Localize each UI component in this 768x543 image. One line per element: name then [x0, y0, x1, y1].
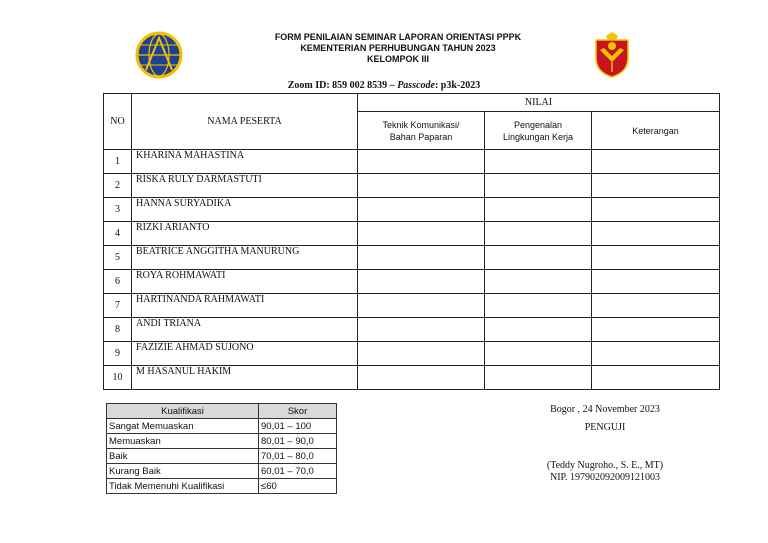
note-cell[interactable]: [592, 342, 720, 366]
qualification-label: Baik: [107, 449, 259, 464]
score-cell[interactable]: [485, 222, 592, 246]
participant-name: RIZKI ARIANTO: [132, 222, 358, 246]
row-number: 4: [104, 222, 132, 246]
row-number: 3: [104, 198, 132, 222]
note-cell[interactable]: [592, 366, 720, 390]
row-number: 7: [104, 294, 132, 318]
score-cell[interactable]: [358, 366, 485, 390]
zoom-id: Zoom ID: 859 002 8539 –: [287, 80, 395, 91]
table-row: [104, 294, 720, 318]
score-cell[interactable]: [358, 222, 485, 246]
passcode-label: Passcode: [397, 80, 435, 91]
col-header-name: NAMA PESERTA: [132, 94, 358, 150]
score-cell[interactable]: [358, 174, 485, 198]
signature-nip: NIP. 197902092009121003: [549, 472, 660, 483]
participant-name: HANNA SURYADIKA: [132, 198, 358, 222]
note-cell[interactable]: [592, 246, 720, 270]
qualification-row: [107, 479, 337, 494]
qualification-label: Tidak Memenuhi Kualifikasi: [107, 479, 259, 494]
row-number: 8: [104, 318, 132, 342]
score-cell[interactable]: [358, 270, 485, 294]
qualification-label: Kurang Baik: [107, 464, 259, 479]
qualification-score: 70,01 – 80,0: [259, 449, 337, 464]
participant-name: ANDI TRIANA: [132, 318, 358, 342]
participant-name: RISKA RULY DARMASTUTI: [132, 174, 358, 198]
score-cell[interactable]: [358, 294, 485, 318]
note-cell[interactable]: [592, 150, 720, 174]
signature-name: (Teddy Nugroho., S. E., MT): [546, 460, 664, 471]
table-row: [104, 150, 720, 174]
col-header-nilai: NILAI: [358, 94, 720, 112]
score-cell[interactable]: [485, 246, 592, 270]
score-cell[interactable]: [485, 150, 592, 174]
score-cell[interactable]: [485, 318, 592, 342]
passcode-value: : p3k-2023: [434, 80, 481, 91]
col-header-kualifikasi: Kualifikasi: [107, 404, 259, 419]
qualification-label: Memuaskan: [107, 434, 259, 449]
qualification-row: [107, 449, 337, 464]
qualification-score: 60,01 – 70,0: [259, 464, 337, 479]
header-title: FORM PENILAIAN SEMINAR LAPORAN ORIENTASI PPPK: [274, 32, 522, 42]
score-cell[interactable]: [485, 342, 592, 366]
qualification-row: [107, 419, 337, 434]
header-group: KELOMPOK III: [366, 54, 429, 64]
criteria-header: Teknik Komunikasi/ Bahan Paparan: [358, 112, 485, 150]
col-header-no: NO: [104, 94, 132, 150]
score-cell[interactable]: [358, 342, 485, 366]
table-row: [104, 174, 720, 198]
table-row: [104, 318, 720, 342]
table-row: [104, 342, 720, 366]
note-cell[interactable]: [592, 198, 720, 222]
qualification-table: [106, 403, 337, 494]
note-cell[interactable]: [592, 174, 720, 198]
signature-role: PENGUJI: [584, 422, 626, 433]
score-cell[interactable]: [485, 198, 592, 222]
qualification-score: ≤60: [259, 479, 337, 494]
participant-name: FAZIZIE AHMAD SUJONO: [132, 342, 358, 366]
participant-name: ROYA ROHMAWATI: [132, 270, 358, 294]
note-cell[interactable]: [592, 270, 720, 294]
participant-name: BEATRICE ANGGITHA MANURUNG: [132, 246, 358, 270]
score-cell[interactable]: [485, 366, 592, 390]
qualification-row: [107, 464, 337, 479]
qualification-score: 80,01 – 90,0: [259, 434, 337, 449]
table-row: [104, 198, 720, 222]
signature-place-date: Bogor , 24 November 2023: [550, 404, 660, 415]
row-number: 2: [104, 174, 132, 198]
score-cell[interactable]: [358, 150, 485, 174]
emblem-logo-right: [592, 32, 632, 78]
score-cell[interactable]: [358, 198, 485, 222]
score-cell[interactable]: [358, 318, 485, 342]
row-number: 1: [104, 150, 132, 174]
row-number: 10: [104, 366, 132, 390]
score-cell[interactable]: [485, 294, 592, 318]
participant-name: HARTINANDA RAHMAWATI: [132, 294, 358, 318]
note-cell[interactable]: [592, 294, 720, 318]
table-row: [104, 246, 720, 270]
row-number: 9: [104, 342, 132, 366]
col-header-skor: Skor: [259, 404, 337, 419]
ministry-logo-left: [134, 30, 184, 82]
criteria-header: Pengenalan Lingkungan Kerja: [485, 112, 592, 150]
qualification-row: [107, 434, 337, 449]
note-cell[interactable]: [592, 318, 720, 342]
criteria-header: Keterangan: [592, 112, 720, 150]
score-cell[interactable]: [358, 246, 485, 270]
note-cell[interactable]: [592, 222, 720, 246]
qualification-label: Sangat Memuaskan: [107, 419, 259, 434]
zoom-info: [0, 80, 768, 91]
qualification-score: 90,01 – 100: [259, 419, 337, 434]
table-row: [104, 222, 720, 246]
table-row: [104, 366, 720, 390]
row-number: 6: [104, 270, 132, 294]
score-cell[interactable]: [485, 174, 592, 198]
table-row: [104, 270, 720, 294]
score-cell[interactable]: [485, 270, 592, 294]
assessment-table: [103, 93, 720, 390]
header-ministry: KEMENTERIAN PERHUBUNGAN TAHUN 2023: [300, 43, 496, 53]
row-number: 5: [104, 246, 132, 270]
form-header: [220, 32, 576, 65]
participant-name: M HASANUL HAKIM: [132, 366, 358, 390]
participant-name: KHARINA MAHASTINA: [132, 150, 358, 174]
